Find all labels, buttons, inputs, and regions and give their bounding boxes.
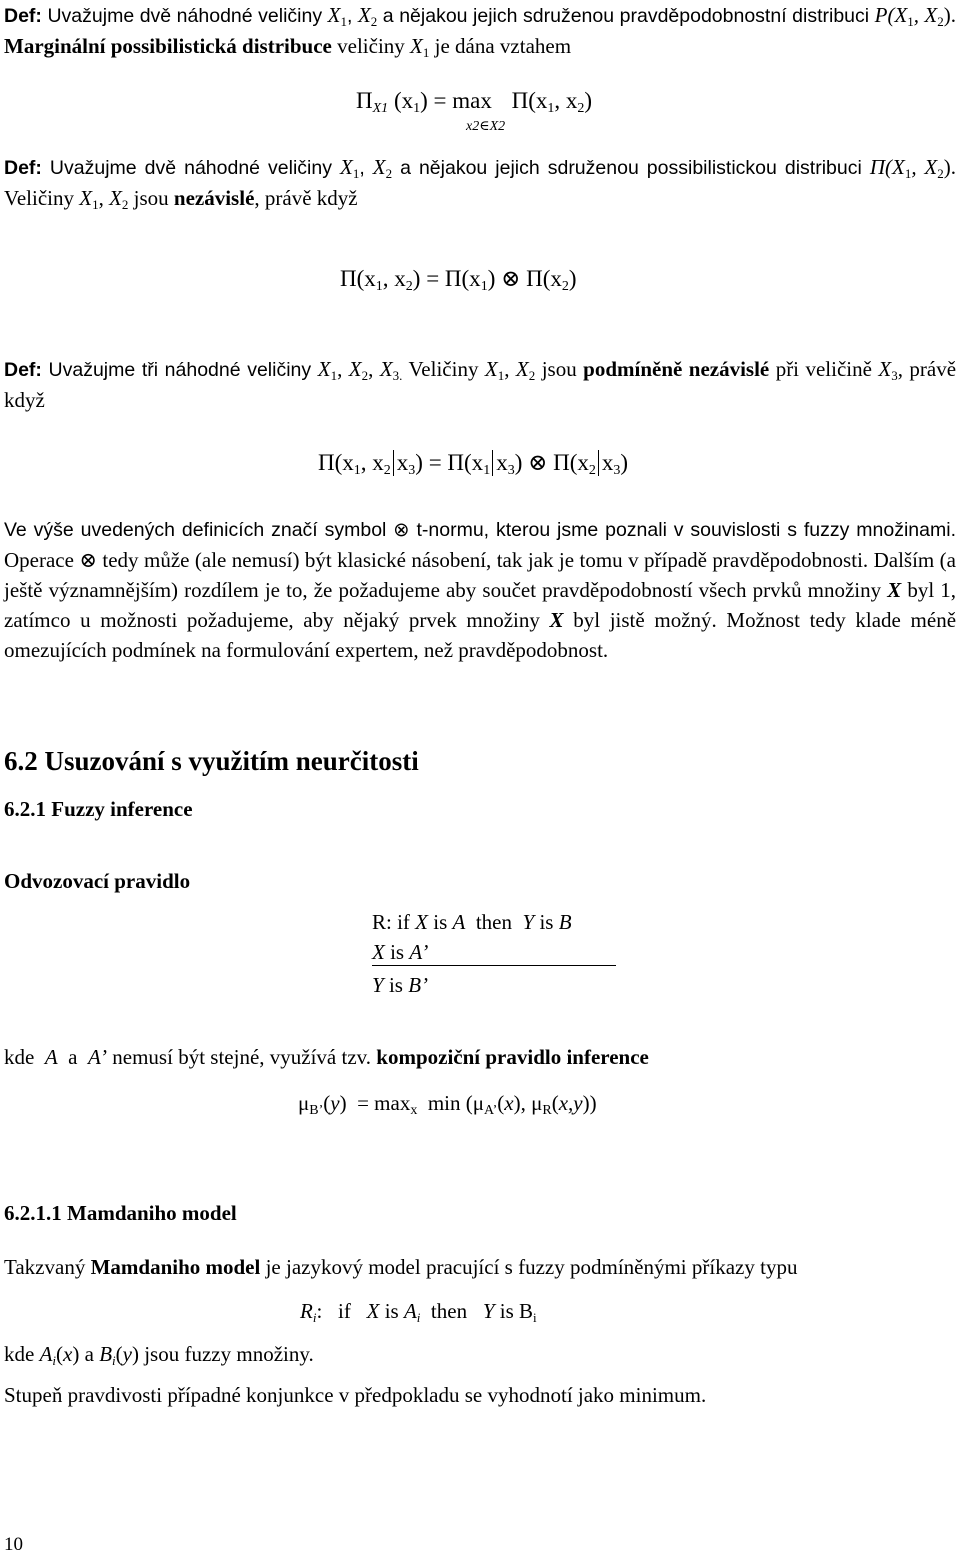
text: Veličiny bbox=[4, 186, 80, 210]
text: veličiny bbox=[331, 34, 411, 58]
text: Operace ⊗ tedy může (ale nemusí) být klasické násobení, tak jak je tomu v případě pravděpodobnosti. Dalším (a ještě významnějším) rozdílem je to, že požadujeme aby součet pravděpodobností všech prvků množiny bbox=[4, 548, 956, 602]
var: X bbox=[339, 155, 353, 179]
text: then bbox=[420, 1299, 483, 1323]
given-bar bbox=[393, 450, 394, 476]
text: byl jistě možný. Možnost tedy klade méně omezujících podmínek na formulování expertem, než pravděpodobnost. bbox=[4, 608, 957, 662]
sub: 1 bbox=[904, 166, 912, 181]
paragraph-conjunction: Stupeň pravdivosti případné konjunkce v předpokladu se vyhodnotí jako minimum. bbox=[4, 1383, 707, 1407]
text: kde bbox=[4, 1045, 45, 1069]
var: x bbox=[63, 1342, 73, 1366]
sub: 1 bbox=[340, 14, 347, 29]
eq-part: ) = max bbox=[420, 88, 492, 113]
text: je dána vztahem bbox=[429, 34, 572, 58]
eq-sub: 2 bbox=[383, 463, 391, 478]
eq-sub: R bbox=[542, 1103, 552, 1118]
text: jsou bbox=[535, 357, 584, 381]
text: ( bbox=[115, 1342, 123, 1366]
text: , bbox=[504, 357, 516, 381]
eq-part: ) = Π(x bbox=[415, 450, 484, 475]
equation-independence bbox=[340, 264, 577, 294]
var: X bbox=[878, 357, 892, 381]
sub: 2 bbox=[361, 368, 369, 383]
var: X bbox=[366, 1299, 380, 1323]
var: X bbox=[372, 940, 385, 964]
text: Uvažujme dvě náhodné veličiny bbox=[41, 5, 328, 27]
eq-part: Π(x bbox=[318, 450, 354, 475]
var: Y bbox=[482, 1299, 495, 1323]
definition-independence bbox=[4, 152, 956, 213]
eq-part: ( bbox=[323, 1091, 331, 1115]
sub: 2 bbox=[385, 166, 393, 181]
var: X bbox=[348, 357, 362, 381]
eq-sub: 1 bbox=[413, 101, 421, 116]
eq-part: ) bbox=[584, 88, 593, 113]
eq-part: ) = Π(x bbox=[412, 266, 481, 291]
eq-part: (x bbox=[388, 88, 414, 113]
eq-sub: x bbox=[410, 1103, 418, 1118]
eq-sub: 1 bbox=[353, 463, 361, 478]
sub: 2 bbox=[528, 368, 536, 383]
text: a nějakou jejich sdruženou pravděpodobnostní distribuci bbox=[377, 5, 875, 27]
var: A bbox=[44, 1045, 58, 1069]
equation-composition bbox=[298, 1088, 597, 1118]
paragraph-fuzzy-sets bbox=[4, 1339, 956, 1369]
eq-part: x bbox=[601, 450, 614, 475]
eq-sub: 2 bbox=[561, 279, 569, 294]
page-number: 10 bbox=[4, 1534, 23, 1555]
eq-part: ), μ bbox=[513, 1091, 543, 1115]
sub: 2 bbox=[121, 197, 129, 212]
var: A bbox=[403, 1299, 417, 1323]
eq-part: )) bbox=[582, 1091, 597, 1115]
text: is bbox=[379, 1299, 404, 1323]
def-label: Def: bbox=[4, 5, 42, 27]
text: Takzvaný bbox=[4, 1255, 91, 1279]
subsubsection-heading: 6.2.1.1 Mamdaniho model bbox=[4, 1201, 237, 1225]
eq-part: , x bbox=[360, 450, 384, 475]
paragraph-tnorm bbox=[4, 514, 956, 665]
text: ) bbox=[131, 1342, 139, 1366]
eq-var: x,y bbox=[558, 1091, 583, 1115]
formula: Π(X bbox=[869, 155, 905, 179]
sub: i bbox=[416, 1310, 421, 1325]
formula: P(X bbox=[874, 3, 908, 27]
var: X bbox=[357, 3, 371, 27]
var: A bbox=[39, 1342, 53, 1366]
eq-part: x bbox=[496, 450, 508, 475]
var: y bbox=[122, 1342, 132, 1366]
sub: 1 bbox=[352, 166, 360, 181]
var: R bbox=[300, 1299, 313, 1323]
eq-part: ( bbox=[497, 1091, 505, 1115]
set-symbol: X bbox=[887, 578, 902, 602]
sub: 3. bbox=[392, 368, 403, 383]
text: a nějakou jejich sdruženou possibilistickou distribuci bbox=[392, 157, 870, 179]
rule-line-2 bbox=[372, 937, 428, 967]
given-bar bbox=[598, 450, 599, 476]
sub: i bbox=[533, 1310, 537, 1325]
text: is bbox=[383, 973, 409, 997]
var: X bbox=[410, 34, 423, 58]
sub: 1 bbox=[330, 368, 338, 383]
text: is bbox=[534, 910, 559, 934]
sub: i bbox=[52, 1353, 57, 1368]
eq-var: x bbox=[504, 1091, 514, 1115]
text: is B bbox=[494, 1299, 534, 1323]
subsection-heading: 6.2.1 Fuzzy inference bbox=[4, 797, 193, 821]
rule-line-1 bbox=[372, 907, 572, 937]
var: B bbox=[558, 910, 572, 934]
var: X bbox=[317, 357, 331, 381]
eq-part: Π(x bbox=[340, 266, 376, 291]
var: X bbox=[379, 357, 393, 381]
eq-part: Π bbox=[356, 88, 373, 113]
eq-sub: 2 bbox=[588, 463, 596, 478]
eq-part: min (μ bbox=[417, 1091, 485, 1115]
var: A bbox=[452, 910, 466, 934]
bold-term: nezávislé bbox=[173, 186, 255, 210]
definition-marginal bbox=[4, 0, 956, 61]
text: a bbox=[57, 1045, 88, 1069]
text: ). bbox=[943, 3, 957, 27]
text: , právě když bbox=[4, 357, 957, 412]
eq-var: y bbox=[330, 1091, 340, 1115]
text: R: if bbox=[372, 910, 416, 934]
eq-part: ) ⊗ Π(x bbox=[514, 450, 589, 475]
paragraph-mamdani bbox=[4, 1252, 956, 1282]
eq-sub: 1 bbox=[480, 279, 488, 294]
text: , právě když bbox=[254, 186, 358, 210]
eq-part: μ bbox=[298, 1091, 310, 1115]
sub: i bbox=[312, 1310, 317, 1325]
mamdani-rule bbox=[300, 1296, 537, 1326]
set-symbol: X bbox=[549, 608, 564, 632]
var: A’ bbox=[409, 940, 429, 964]
var: X bbox=[79, 186, 93, 210]
sub: 1 bbox=[497, 368, 505, 383]
var: A’ bbox=[87, 1045, 108, 1069]
text: při veličině bbox=[769, 357, 879, 381]
text: Ve výše uvedených definicích značí symbol ⊗ t-normu, kterou jsme poznali v souvislosti s fuzzy množinami. bbox=[4, 519, 956, 541]
section-heading: 6.2 Usuzování s využitím neurčitosti bbox=[4, 746, 419, 776]
eq-sub: 1 bbox=[547, 101, 555, 116]
text: ) bbox=[72, 1342, 80, 1366]
text: then bbox=[465, 910, 523, 934]
max-subscript: x2∈X2 bbox=[466, 119, 506, 134]
text: a bbox=[79, 1342, 100, 1366]
eq-sub: 1 bbox=[375, 279, 383, 294]
eq-sub: X1 bbox=[372, 101, 389, 116]
text: Uvažujme tři náhodné veličiny bbox=[41, 359, 318, 381]
eq-part: ) = max bbox=[339, 1091, 411, 1115]
sub: 3 bbox=[891, 368, 898, 383]
sub: 2 bbox=[937, 166, 944, 181]
definition-conditional bbox=[4, 354, 956, 415]
text: kde bbox=[4, 1342, 40, 1366]
text: nemusí být stejné, využívá tzv. bbox=[107, 1045, 377, 1069]
formula: , X bbox=[911, 155, 938, 179]
eq-part: ) ⊗ Π(x bbox=[487, 266, 562, 291]
var: X bbox=[484, 357, 498, 381]
rule-divider bbox=[372, 965, 616, 966]
text: Uvažujme dvě náhodné veličiny bbox=[41, 157, 340, 179]
def-label: Def: bbox=[4, 359, 42, 381]
text: , bbox=[98, 186, 110, 210]
var: X bbox=[415, 910, 428, 934]
text: is bbox=[428, 910, 453, 934]
bold-term: podmíněně nezávislé bbox=[583, 357, 770, 381]
var: B bbox=[99, 1342, 113, 1366]
bold-term: Marginální possibilistická distribuce bbox=[4, 34, 332, 58]
equation-conditional bbox=[318, 448, 628, 478]
text: , bbox=[368, 357, 380, 381]
bold-term: Mamdaniho model bbox=[90, 1255, 261, 1279]
sub: 1 bbox=[907, 14, 914, 29]
eq-part: Π(x bbox=[505, 88, 548, 113]
text: jsou fuzzy množiny. bbox=[138, 1342, 314, 1366]
sub: 2 bbox=[370, 14, 378, 29]
text: Veličiny bbox=[402, 357, 485, 381]
eq-part: ) bbox=[620, 450, 629, 475]
given-bar bbox=[492, 450, 493, 476]
sub: i bbox=[112, 1353, 116, 1368]
var: B’ bbox=[408, 973, 429, 997]
eq-sub: 2 bbox=[405, 279, 413, 294]
bold-term: kompoziční pravidlo inference bbox=[376, 1045, 649, 1069]
rule-line-3 bbox=[372, 970, 428, 1000]
text: , bbox=[359, 157, 373, 179]
text: : if bbox=[316, 1299, 367, 1323]
eq-sub: B’ bbox=[309, 1103, 324, 1118]
eq-sub: 3 bbox=[613, 463, 621, 478]
eq-sub: A’ bbox=[484, 1103, 498, 1118]
sub: 1 bbox=[92, 197, 99, 212]
var: X bbox=[372, 155, 386, 179]
text: , bbox=[337, 357, 349, 381]
sub: 1 bbox=[422, 45, 430, 60]
eq-sub: 3 bbox=[507, 463, 515, 478]
eq-part: ) bbox=[568, 266, 577, 291]
paragraph-composition bbox=[4, 1042, 956, 1072]
eq-part: ( bbox=[551, 1091, 559, 1115]
var: X bbox=[109, 186, 122, 210]
eq-sub: 1 bbox=[483, 463, 491, 478]
formula: , X bbox=[913, 3, 938, 27]
eq-part: , x bbox=[554, 88, 578, 113]
text: byl 1, zatímco u možnosti požadujeme, aby nějaký prvek množiny bbox=[4, 578, 956, 632]
text: ). bbox=[943, 155, 957, 179]
text: , bbox=[346, 5, 358, 27]
var: X bbox=[327, 3, 341, 27]
sub: 2 bbox=[937, 14, 944, 29]
eq-part: , x bbox=[382, 266, 406, 291]
rule-heading: Odvozovací pravidlo bbox=[4, 869, 191, 893]
eq-sub: 3 bbox=[408, 463, 416, 478]
eq-part: x bbox=[396, 450, 409, 475]
text: is bbox=[384, 940, 410, 964]
text: je jazykový model pracující s fuzzy podmíněnými příkazy typu bbox=[260, 1255, 798, 1279]
var: Y bbox=[372, 973, 384, 997]
def-label: Def: bbox=[4, 157, 42, 179]
var: X bbox=[515, 357, 529, 381]
var: Y bbox=[522, 910, 535, 934]
eq-sub: 2 bbox=[577, 101, 585, 116]
text: ( bbox=[56, 1342, 64, 1366]
text: jsou bbox=[128, 186, 174, 210]
